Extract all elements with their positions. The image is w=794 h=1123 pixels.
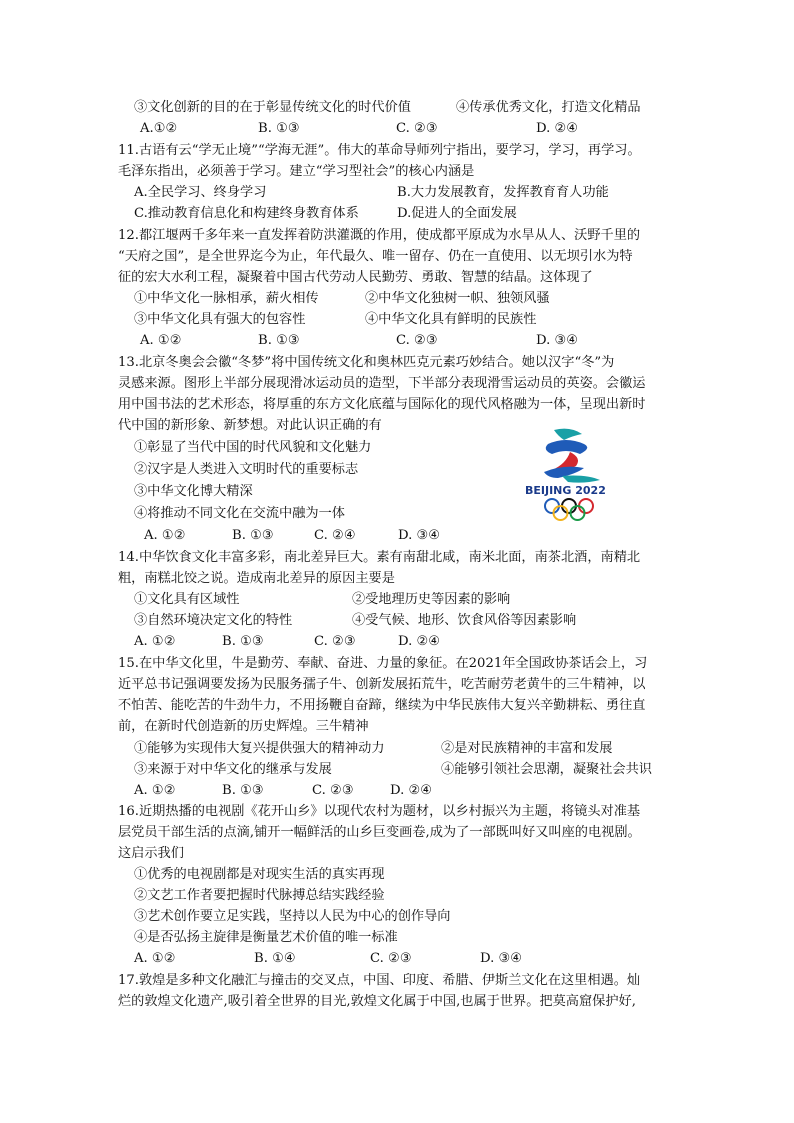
q13-stem-line: 用中国书法的艺术形态，将厚重的东方文化底蕴与国际化的现代风格融为一体，呈现出新时 <box>118 397 646 412</box>
q16-option-1: ①优秀的电视剧都是对现实生活的真实再现 <box>134 867 385 882</box>
answer-b: B. ①③ <box>222 634 264 649</box>
answer-b: B. ①④ <box>254 951 296 966</box>
q12-stem-line: “天府之国”，是全世界迄今为止，年代最久、唯一留存、仍在一直使用、以无坝引水为特 <box>118 249 633 264</box>
q16-option-2: ②文艺工作者要把握时代脉搏总结实践经验 <box>134 888 385 903</box>
q13-option-1: ①彰显了当代中国的时代风貌和文化魅力 <box>134 440 372 455</box>
answer-d: D. ②④ <box>398 634 441 649</box>
answer-d: D. ③④ <box>480 951 523 966</box>
q10-option-4: ④传承优秀文化，打造文化精品 <box>456 100 641 115</box>
answer-d: D. ②④ <box>536 121 579 136</box>
q11-stem-line: 毛泽东指出，必须善于学习。建立“学习型社会”的核心内涵是 <box>118 164 475 179</box>
beijing-2022-emblem <box>522 424 622 524</box>
q16-stem-line: 层党员干部生活的点滴,铺开一幅鲜活的山乡巨变画卷,成为了一部既叫好又叫座的电视剧。 <box>118 825 641 840</box>
q12-option-3: ③中华文化具有强大的包容性 <box>134 312 306 327</box>
q15-option-1: ①能够为实现伟大复兴提供强大的精神动力 <box>134 741 385 756</box>
answer-d: D. ③④ <box>536 333 579 348</box>
q15-option-3: ③来源于对中华文化的继承与发展 <box>134 762 332 777</box>
answer-c: C. ②③ <box>396 121 438 136</box>
q13-option-4: ④将推动不同文化在交流中融为一体 <box>134 506 345 521</box>
q17-stem-line: 17.敦煌是多种文化融汇与撞击的交叉点，中国、印度、希腊、伊斯兰文化在这里相遇。灿 <box>118 973 641 988</box>
q11-option-d: D.促进人的全面发展 <box>397 206 517 221</box>
q13-stem-line: 灵感来源。图形上半部分展现滑冰运动员的造型，下半部分表现滑雪运动员的英姿。会徽运 <box>118 376 646 391</box>
emblem-text: BEIJING 2022 <box>525 484 606 497</box>
answer-b: B. ①③ <box>258 121 300 136</box>
q12-stem-line: 12.都江堰两千多年来一直发挥着防洪灌溉的作用，使成都平原成为水旱从人、沃野千里的 <box>118 228 641 243</box>
q14-stem-line: 14.中华饮食文化丰富多彩，南北差异巨大。素有南甜北咸，南米北面，南茶北酒，南精北 <box>118 550 641 565</box>
answer-c: C. ②③ <box>396 333 438 348</box>
winter-olympics-emblem-icon <box>522 424 622 524</box>
q15-option-2: ②是对民族精神的丰富和发展 <box>441 741 613 756</box>
q11-option-a: A.全民学习、终身学习 <box>134 185 267 200</box>
q14-option-2: ②受地理历史等因素的影响 <box>352 592 511 607</box>
q12-option-4: ④中华文化具有鲜明的民族性 <box>365 312 537 327</box>
q17-stem-line: 烂的敦煌文化遗产,吸引着全世界的目光,敦煌文化属于中国,也属于世界。把莫高窟保护好, <box>118 994 636 1009</box>
q15-option-4: ④能够引领社会思潮，凝聚社会共识 <box>441 762 652 777</box>
q11-option-b: B.大力发展教育，发挥教育育人功能 <box>397 185 609 200</box>
answer-a: A. ①② <box>140 333 182 348</box>
q14-option-4: ④受气候、地形、饮食风俗等因素影响 <box>352 613 577 628</box>
answer-c: C. ②④ <box>314 528 356 543</box>
q16-option-3: ③艺术创作要立足实践，坚持以人民为中心的创作导向 <box>134 909 451 924</box>
q11-stem-line: 11.古语有云“学无止境”“学海无涯”。伟大的革命导师列宁指出，要学习，学习，再学习。 <box>118 143 641 158</box>
q13-option-2: ②汉字是人类进入文明时代的重要标志 <box>134 462 359 477</box>
q16-stem-line: 这启示我们 <box>118 846 184 861</box>
answer-d: D. ③④ <box>398 528 441 543</box>
q16-option-4: ④是否弘扬主旋律是衡量艺术价值的唯一标准 <box>134 930 398 945</box>
answer-c: C. ②③ <box>314 634 356 649</box>
q12-stem-line: 征的宏大水利工程，凝聚着中国古代劳动人民勤劳、勇敢、智慧的结晶。这体现了 <box>118 270 593 285</box>
answer-d: D. ②④ <box>390 783 433 798</box>
answer-c: C. ②③ <box>370 951 412 966</box>
q14-option-3: ③自然环境决定文化的特性 <box>134 613 293 628</box>
answer-a: A. ①② <box>134 783 176 798</box>
q15-stem-line: 不怕苦、能吃苦的牛劲牛力，不用扬鞭自奋蹄，继续为中华民族伟大复兴辛勤耕耘、勇往直 <box>118 698 646 713</box>
q13-stem-line: 代中国的新形象、新梦想。对此认识正确的有 <box>118 418 382 433</box>
answer-b: B. ①③ <box>232 528 274 543</box>
q15-stem-line: 前，在新时代创造新的历史辉煌。三牛精神 <box>118 719 369 734</box>
q12-option-1: ①中华文化一脉相承，薪火相传 <box>134 291 319 306</box>
q12-option-2: ②中华文化独树一帜、独领风骚 <box>365 291 550 306</box>
q13-option-3: ③中华文化博大精深 <box>134 484 253 499</box>
q15-stem-line: 近平总书记强调要发扬为民服务孺子牛、创新发展拓荒牛，吃苦耐劳老黄牛的三牛精神，以 <box>118 677 646 692</box>
q10-option-3: ③文化创新的目的在于彰显传统文化的时代价值 <box>134 100 411 115</box>
q15-stem-line: 15.在中华文化里，牛是勤劳、奉献、奋进、力量的象征。在2021年全国政协茶话会上，习 <box>118 656 648 671</box>
q13-stem-line: 13.北京冬奥会会徽“冬梦”将中国传统文化和奥林匹克元素巧妙结合。她以汉字“冬”为 <box>118 355 615 370</box>
q14-option-1: ①文化具有区域性 <box>134 592 240 607</box>
q14-stem-line: 粗，南糕北饺之说。造成南北差异的原因主要是 <box>118 571 395 586</box>
answer-a: A. ①② <box>144 528 186 543</box>
q16-stem-line: 16.近期热播的电视剧《花开山乡》以现代农村为题材，以乡村振兴为主题，将镜头对准基 <box>118 804 641 819</box>
answer-b: B. ①③ <box>258 333 300 348</box>
answer-c: C. ②③ <box>312 783 354 798</box>
answer-a: A.①② <box>140 121 178 136</box>
q11-option-c: C.推动教育信息化和构建终身教育体系 <box>134 206 359 221</box>
answer-b: B. ①③ <box>222 783 264 798</box>
answer-a: A. ①② <box>134 951 176 966</box>
answer-a: A. ①② <box>134 634 176 649</box>
